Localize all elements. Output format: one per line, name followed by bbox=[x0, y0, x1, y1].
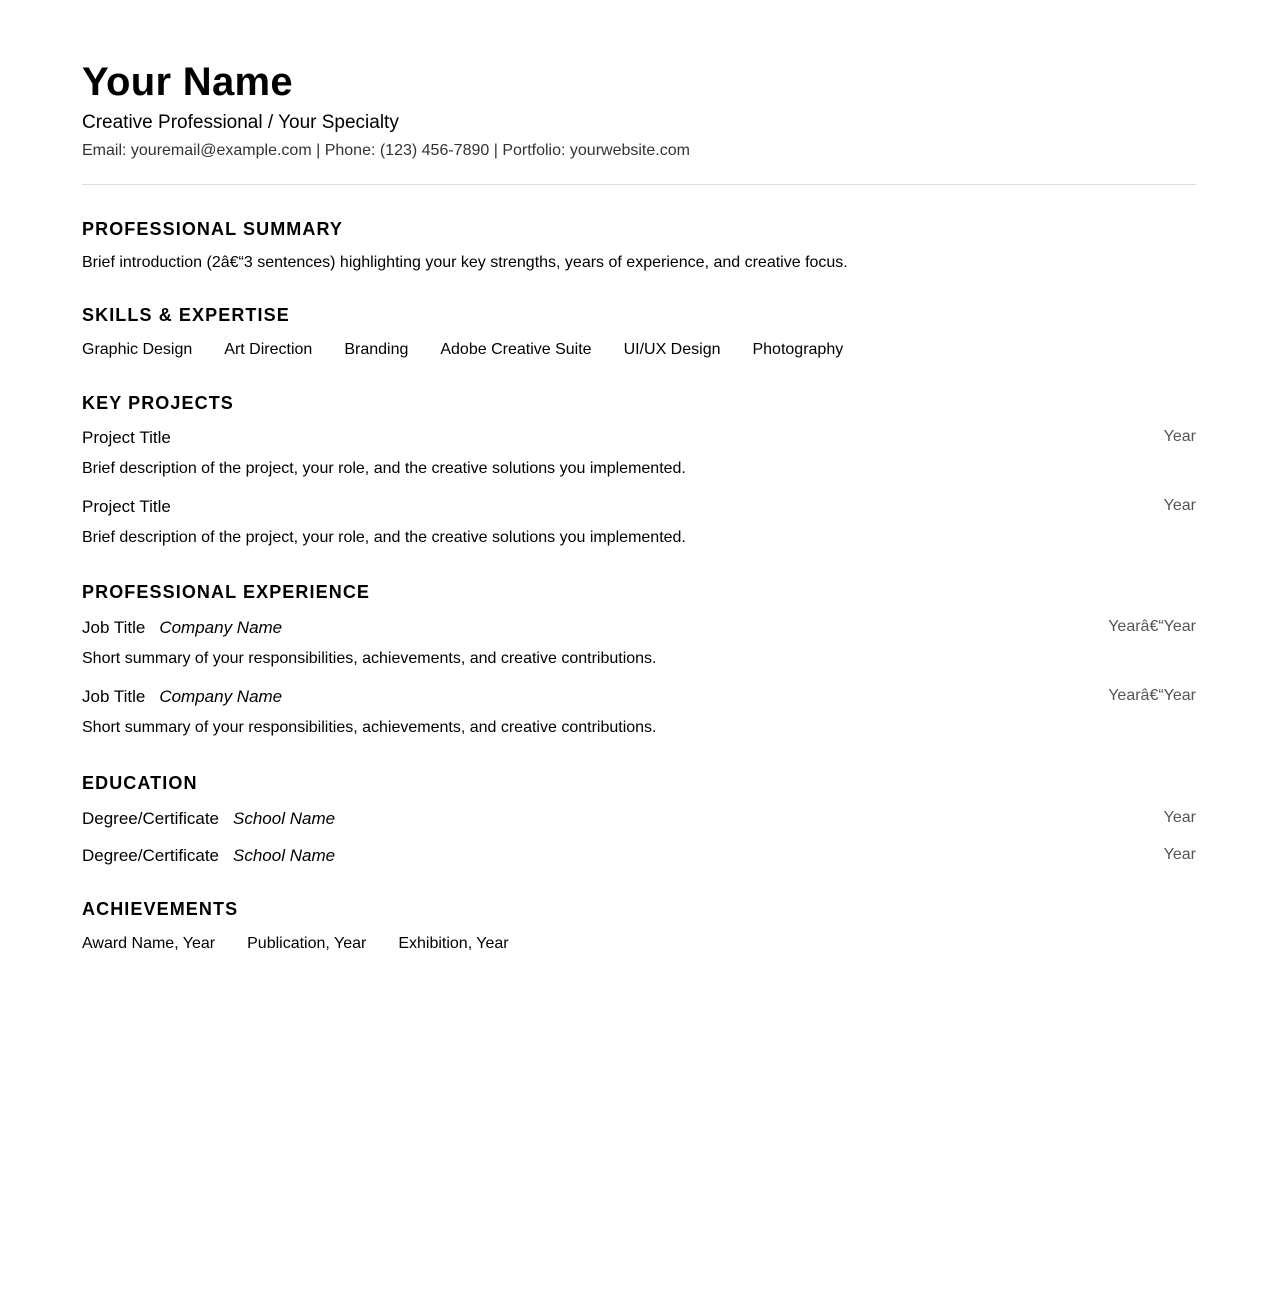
experience-entry bbox=[82, 618, 1196, 669]
achievements-section bbox=[82, 898, 1196, 954]
resume-page bbox=[82, 0, 1196, 954]
education-entry bbox=[82, 846, 1196, 866]
header-divider bbox=[82, 184, 1196, 185]
skill-item: UI/UX Design bbox=[623, 341, 721, 358]
education-section bbox=[82, 772, 1196, 866]
experience-role bbox=[82, 687, 282, 707]
project-entry bbox=[82, 497, 1196, 548]
experience-entry-head bbox=[82, 618, 1196, 638]
projects-section bbox=[82, 392, 1196, 548]
candidate-name: Your Name bbox=[82, 60, 293, 104]
project-year: Year bbox=[1163, 497, 1196, 514]
experience-summary: Short summary of your responsibilities, achievements, and creative contributions. bbox=[82, 719, 657, 736]
contact-line: Email: youremail@example.com | Phone: (123) 456-7890 | Portfolio: yourwebsite.com bbox=[82, 142, 690, 159]
project-description: Brief description of the project, your role, and the creative solutions you implemented. bbox=[82, 529, 686, 546]
experience-entry-head bbox=[82, 687, 1196, 707]
achievement-item: Publication, Year bbox=[247, 935, 367, 952]
project-title: Project Title bbox=[82, 428, 171, 447]
education-degree-school bbox=[82, 809, 335, 829]
summary-text: Brief introduction (2â€“3 sentences) highlighting your key strengths, years of experience, and creative focus. bbox=[82, 254, 848, 271]
project-description: Brief description of the project, your role, and the creative solutions you implemented. bbox=[82, 460, 686, 477]
education-heading: EDUCATION bbox=[82, 773, 198, 793]
project-entry-head bbox=[82, 497, 1196, 517]
summary-section bbox=[82, 218, 1196, 273]
education-degree-school bbox=[82, 846, 335, 866]
degree: Degree/Certificate bbox=[82, 846, 220, 865]
achievement-item: Award Name, Year bbox=[82, 935, 216, 952]
experience-section bbox=[82, 581, 1196, 738]
skill-item: Photography bbox=[752, 341, 844, 358]
skill-item: Graphic Design bbox=[82, 341, 193, 358]
company-name: Company Name bbox=[159, 618, 283, 637]
experience-heading: PROFESSIONAL EXPERIENCE bbox=[82, 582, 371, 602]
project-title: Project Title bbox=[82, 497, 171, 516]
job-title: Job Title bbox=[82, 618, 146, 637]
experience-summary: Short summary of your responsibilities, achievements, and creative contributions. bbox=[82, 650, 657, 667]
skills-heading: SKILLS & EXPERTISE bbox=[82, 305, 290, 325]
school-name: School Name bbox=[233, 846, 336, 865]
resume-header bbox=[82, 58, 1196, 161]
experience-entry bbox=[82, 687, 1196, 738]
education-year: Year bbox=[1163, 809, 1196, 826]
project-entry-head bbox=[82, 428, 1196, 448]
degree: Degree/Certificate bbox=[82, 809, 220, 828]
skill-item: Adobe Creative Suite bbox=[440, 341, 592, 358]
skill-item: Branding bbox=[344, 341, 409, 358]
summary-heading: PROFESSIONAL SUMMARY bbox=[82, 219, 344, 239]
education-year: Year bbox=[1163, 846, 1196, 863]
project-entry bbox=[82, 428, 1196, 479]
achievement-item: Exhibition, Year bbox=[398, 935, 509, 952]
achievements-heading: ACHIEVEMENTS bbox=[82, 899, 239, 919]
skill-item: Art Direction bbox=[224, 341, 313, 358]
company-name: Company Name bbox=[159, 687, 283, 706]
education-entry bbox=[82, 809, 1196, 829]
job-title: Job Title bbox=[82, 687, 146, 706]
achievements-list bbox=[82, 934, 1196, 954]
school-name: School Name bbox=[233, 809, 336, 828]
experience-role bbox=[82, 618, 282, 638]
experience-years: Yearâ€“Year bbox=[1108, 618, 1196, 635]
experience-years: Yearâ€“Year bbox=[1108, 687, 1196, 704]
skills-list bbox=[82, 340, 1196, 360]
projects-heading: KEY PROJECTS bbox=[82, 393, 234, 413]
candidate-headline: Creative Professional / Your Specialty bbox=[82, 112, 399, 133]
project-year: Year bbox=[1163, 428, 1196, 445]
skills-section bbox=[82, 304, 1196, 360]
